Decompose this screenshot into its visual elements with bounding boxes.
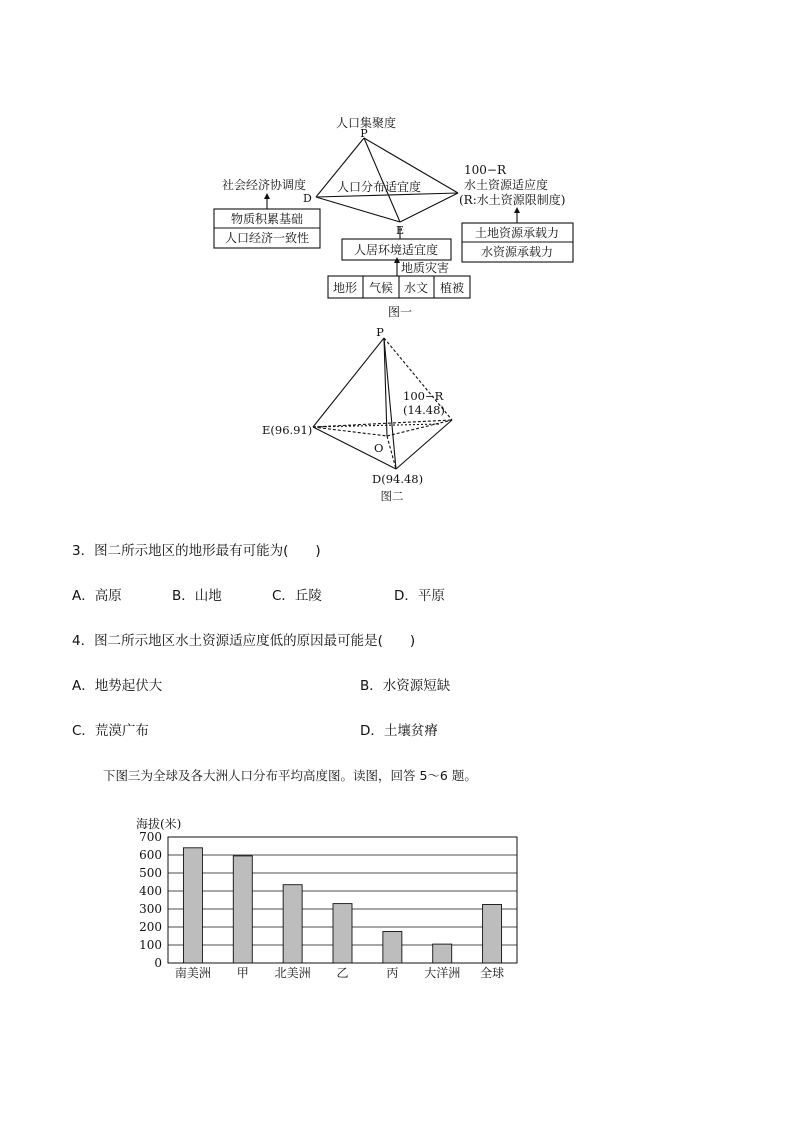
fig1-cell-terrain: 地形 (332, 281, 358, 295)
fig1-bottom-title: 人居环境适宜度 (353, 243, 439, 257)
chart-bar-2 (233, 856, 252, 963)
fig1-right-title-1: 100−R (464, 163, 506, 177)
fig1-right-title-3: (R:水土资源限制度) (459, 193, 566, 207)
fig1-left-box-2: 人口经济一致性 (224, 231, 310, 245)
chart-bar-6 (433, 944, 452, 963)
question-4-option-a[interactable]: A．地势起伏大 (72, 678, 163, 694)
chart-y-tick-label: 100 (139, 938, 162, 952)
chart-y-axis-label: 海拔(米) (136, 817, 182, 831)
chart-bar-4 (333, 904, 352, 963)
chart-bar-7 (483, 905, 502, 964)
edge-er (400, 193, 458, 222)
question-3-option-d[interactable]: D．平原 (394, 588, 445, 604)
fig1-right-title-2: 水土资源适应度 (464, 178, 549, 192)
chart-x-tick-label: 全球 (480, 966, 505, 980)
edge-de (316, 197, 400, 222)
chart-x-tick-label: 南美洲 (174, 966, 211, 980)
chart-y-tick-label: 0 (154, 956, 162, 970)
chart-bar-5 (383, 932, 402, 964)
chart-y-tick-label: 700 (139, 830, 162, 844)
chart-y-tick-label: 300 (139, 902, 162, 916)
fig1-label-e: E (396, 224, 405, 237)
fig1-label-d: D (303, 192, 312, 205)
chart-y-tick-label: 200 (139, 920, 162, 934)
chart-x-tick-label: 乙 (336, 966, 349, 980)
fig1-top-title: 人口集聚度 (335, 116, 397, 130)
chart-x-tick-label: 大洋洲 (424, 966, 461, 980)
chart-bar-1 (183, 848, 202, 963)
question-4-option-d[interactable]: D．土壤贫瘠 (360, 723, 438, 739)
fig2-label-o: O (374, 441, 384, 455)
fig1-cell-vegetation: 植被 (439, 281, 465, 295)
chart-x-tick-label: 甲 (236, 966, 249, 980)
fig2-label-r-1: 100−R (403, 389, 444, 403)
fig1-left-box-1: 物质积累基础 (230, 212, 304, 226)
fig1-cell-hydrology: 水文 (403, 281, 429, 295)
question-3-option-a[interactable]: A．高原 (72, 588, 122, 604)
fig1-cell-climate: 气候 (368, 281, 394, 295)
question-3-stem: 3．图二所示地区的地形最有可能为( ) (72, 543, 321, 559)
chart-y-tick-label: 400 (139, 884, 162, 898)
question-3-option-b[interactable]: B．山地 (172, 588, 222, 604)
chart-x-tick-label: 北美洲 (274, 966, 311, 980)
chart-x-tick-label: 丙 (386, 966, 399, 980)
figure-3-intro: 下图三为全球及各大洲人口分布平均高度图。读图，回答 5～6 题。 (103, 768, 477, 783)
fig1-left-title: 社会经济协调度 (221, 178, 307, 192)
fig2-label-d: D(94.48) (372, 472, 424, 486)
question-3-option-c[interactable]: C．丘陵 (272, 588, 322, 604)
figure-1 (0, 0, 794, 520)
fig1-hazard-label: 地质灾害 (401, 261, 450, 275)
question-4-option-b[interactable]: B．水资源短缺 (360, 678, 451, 694)
fig2-caption: 图二 (380, 489, 404, 503)
chart-plot-frame (168, 837, 517, 963)
chart-bar-3 (283, 885, 302, 963)
question-4-stem: 4．图二所示地区水土资源适应度低的原因最可能是( ) (72, 633, 416, 649)
fig1-caption: 图一 (387, 305, 413, 319)
fig1-right-box-2: 水资源承载力 (480, 245, 554, 259)
fig2-label-p: P (376, 325, 384, 339)
question-4-option-c[interactable]: C．荒漠广布 (72, 723, 149, 739)
fig2-label-e: E(96.91) (262, 423, 313, 437)
fig1-center-label: 人口分布适宜度 (336, 180, 422, 194)
chart-y-tick-label: 600 (139, 848, 162, 862)
fig2-label-r-2: (14.48) (403, 403, 445, 417)
fig1-label-p: P (360, 127, 368, 140)
chart-y-tick-label: 500 (139, 866, 162, 880)
fig1-right-box-1: 土地资源承载力 (474, 226, 560, 240)
